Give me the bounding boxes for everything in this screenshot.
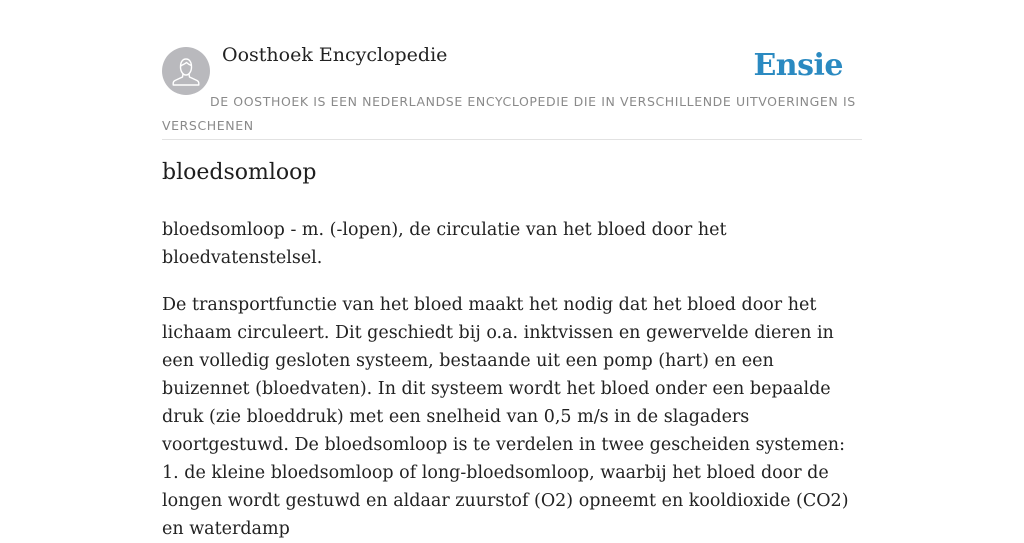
article-paragraph: De transportfunctie van het bloed maakt het nodig dat het bloed door het lichaam circuleert. Dit geschiedt bij o.a. inktvissen en gewervelde dieren in een volledig gesloten systeem, bestaande uit een pomp (hart) en een buizennet (bloedvaten). In dit systeem wordt het bloed onder een bepaalde druk (zie bloeddruk) met een snelheid van 0,5 m/s in de slagaders voortgestuwd. De bloedsomloop is te verdelen in twee gescheiden systemen: 1. de kleine bloedsomloop of long-bloedsomloop, waarbij het bloed door de longen wordt gestuwd en aldaar zuurstof (O2) opneemt en kooldioxide (CO2) en waterdamp <box>162 295 849 539</box>
source-avatar[interactable] <box>162 47 210 95</box>
article-title: bloedsomloop <box>162 160 317 185</box>
source-name[interactable]: Oosthoek Encyclopedie <box>222 44 448 66</box>
source-description: DE OOSTHOEK IS EEN NEDERLANDSE ENCYCLOPEDIE DIE IN VERSCHILLENDE UITVOERINGEN IS VERSCHENEN <box>162 94 856 133</box>
article-paragraph: bloedsomloop - m. (-lopen), de circulatie van het bloed door het bloedvatenstelsel. <box>162 220 727 268</box>
content-container <box>162 0 862 539</box>
user-silhouette-icon <box>162 47 210 95</box>
ensie-logo[interactable]: Ensie <box>753 48 843 83</box>
source-header <box>162 0 862 140</box>
